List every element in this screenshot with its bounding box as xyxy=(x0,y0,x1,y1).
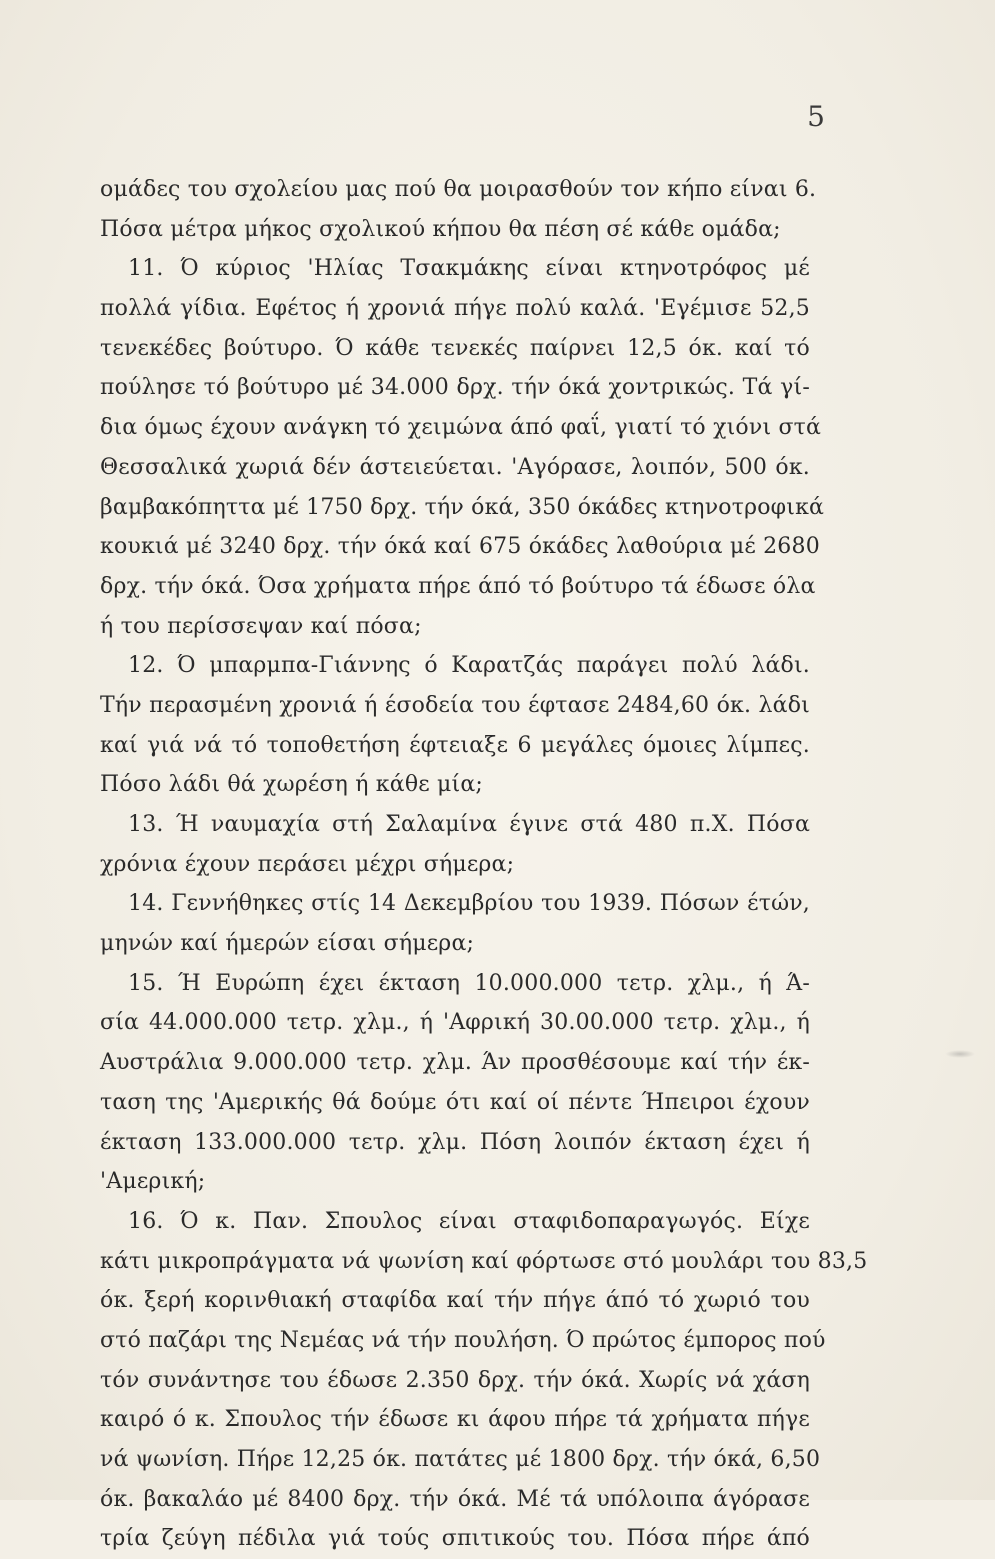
text-line: δρχ. τήν όκά. Όσα χρήματα πήρε άπό τό βούτυρο τά έδωσε όλα xyxy=(100,573,816,599)
text-line: σία 44.000.000 τετρ. χλμ., ή 'Αφρική 30.00.000 τετρ. χλμ., ή xyxy=(100,1010,810,1036)
text-line: δια όμως έχουν ανάγκη τό χειμώνα άπό φαΐ, γιατί τό χιόνι στά xyxy=(100,415,822,441)
text-line: 13. Ή ναυμαχία στή Σαλαμίνα έγινε στά 480 π.Χ. Πόσα xyxy=(128,812,810,837)
text-line: κουκιά μέ 3240 δρχ. τήν όκά καί 675 όκάδες λαθούρια μέ 2680 xyxy=(100,534,820,560)
text-line: ή του περίσσεψαν καί πόσα; xyxy=(100,613,422,639)
text-line: μηνών καί ήμερών είσαι σήμερα; xyxy=(100,931,475,957)
text-line: τενεκέδες βούτυρο. Ό κάθε τενεκές παίρνει 12,5 όκ. καί τό xyxy=(100,335,810,361)
text-line: όκ. ξερή κορινθιακή σταφίδα καί τήν πήγε άπό τό χωριό του xyxy=(100,1288,810,1314)
text-line: Αυστράλια 9.000.000 τετρ. χλμ. Άν προσθέσουμε καί τήν έκ- xyxy=(100,1050,810,1076)
text-line: ομάδες του σχολείου μας πού θα μοιρασθούν τον κήπο είναι 6. xyxy=(100,177,817,202)
text-line: τρία ζεύγη πέδιλα γιά τούς σπιτικούς του. Πόσα πήρε άπό xyxy=(100,1526,810,1552)
text-line: καί γιά νά τό τοποθετήση έφτειαξε 6 μεγάλες όμοιες λίμπες. xyxy=(100,732,810,758)
text-line: 12. Ό μπαρμπα-Γιάννης ό Καρατζάς παράγει πολύ λάδι. xyxy=(128,653,810,679)
text-line: καιρό ό κ. Σπουλος τήν έδωσε κι άφου πήρε τά χρήματα πήγε xyxy=(100,1407,810,1433)
page-number: 5 xyxy=(807,100,825,133)
text-line: 'Αμερική; xyxy=(100,1169,206,1195)
text-line: Τήν περασμένη χρονιά ή έσοδεία του έφτασε 2484,60 όκ. λάδι xyxy=(100,692,810,718)
text-line: Πόσα μέτρα μήκος σχολικού κήπου θα πέση σέ κάθε ομάδα; xyxy=(100,216,781,242)
text-line: όκ. βακαλάο μέ 8400 δρχ. τήν όκά. Μέ τά υπόλοιπα άγόρασε xyxy=(100,1486,810,1512)
text-line: νά ψωνίση. Πήρε 12,25 όκ. πατάτες μέ 1800 δρχ. τήν όκά, 6,50 xyxy=(100,1447,821,1472)
text-line: έκταση 133.000.000 τετρ. χλμ. Πόση λοιπόν έκταση έχει ή xyxy=(100,1129,810,1155)
text-line: τόν συνάντησε του έδωσε 2.350 δρχ. τήν όκά. Χωρίς νά χάση xyxy=(100,1367,810,1393)
text-line: Θεσσαλικά χωριά δέν άστειεύεται. 'Αγόρασε, λοιπόν, 500 όκ. xyxy=(100,454,810,480)
text-line: πούλησε τό βούτυρο μέ 34.000 δρχ. τήν όκά χοντρικώς. Τά γί- xyxy=(100,375,810,401)
text-line: ταση της 'Αμερικής θά δούμε ότι καί οί πέντε Ήπειροι έχουν xyxy=(100,1089,810,1115)
ink-smudge xyxy=(945,1050,975,1058)
text-line: 11. Ό κύριος 'Ηλίας Τσακμάκης είναι κτηνοτρόφος μέ xyxy=(128,256,810,282)
text-line: στό παζάρι της Νεμέας νά τήν πουλήση. Ό πρώτος έμπορος πού xyxy=(100,1327,826,1353)
text-line: πολλά γίδια. Εφέτος ή χρονιά πήγε πολύ καλά. 'Εγέμισε 52,5 xyxy=(100,296,810,322)
text-line: 14. Γεννήθηκες στίς 14 Δεκεμβρίου του 1939. Πόσων έτών, xyxy=(128,891,810,917)
text-line: κάτι μικροπράγματα νά ψωνίση καί φόρτωσε στό μουλάρι του 83,5 xyxy=(100,1248,868,1274)
text-line: 15. Ή Ευρώπη έχει έκταση 10.000.000 τετρ. χλμ., ή Ά- xyxy=(128,970,810,996)
text-line: Πόσο λάδι θά χωρέση ή κάθε μία; xyxy=(100,772,484,798)
text-line: 16. Ό κ. Παν. Σπουλος είναι σταφιδοπαραγωγός. Είχε xyxy=(128,1208,810,1234)
body-text xyxy=(100,170,868,1559)
text-line: χρόνια έχουν περάσει μέχρι σήμερα; xyxy=(100,851,515,877)
text-line: βαμβακόπηττα μέ 1750 δρχ. τήν όκά, 350 όκάδες κτηνοτροφικά xyxy=(100,494,825,520)
